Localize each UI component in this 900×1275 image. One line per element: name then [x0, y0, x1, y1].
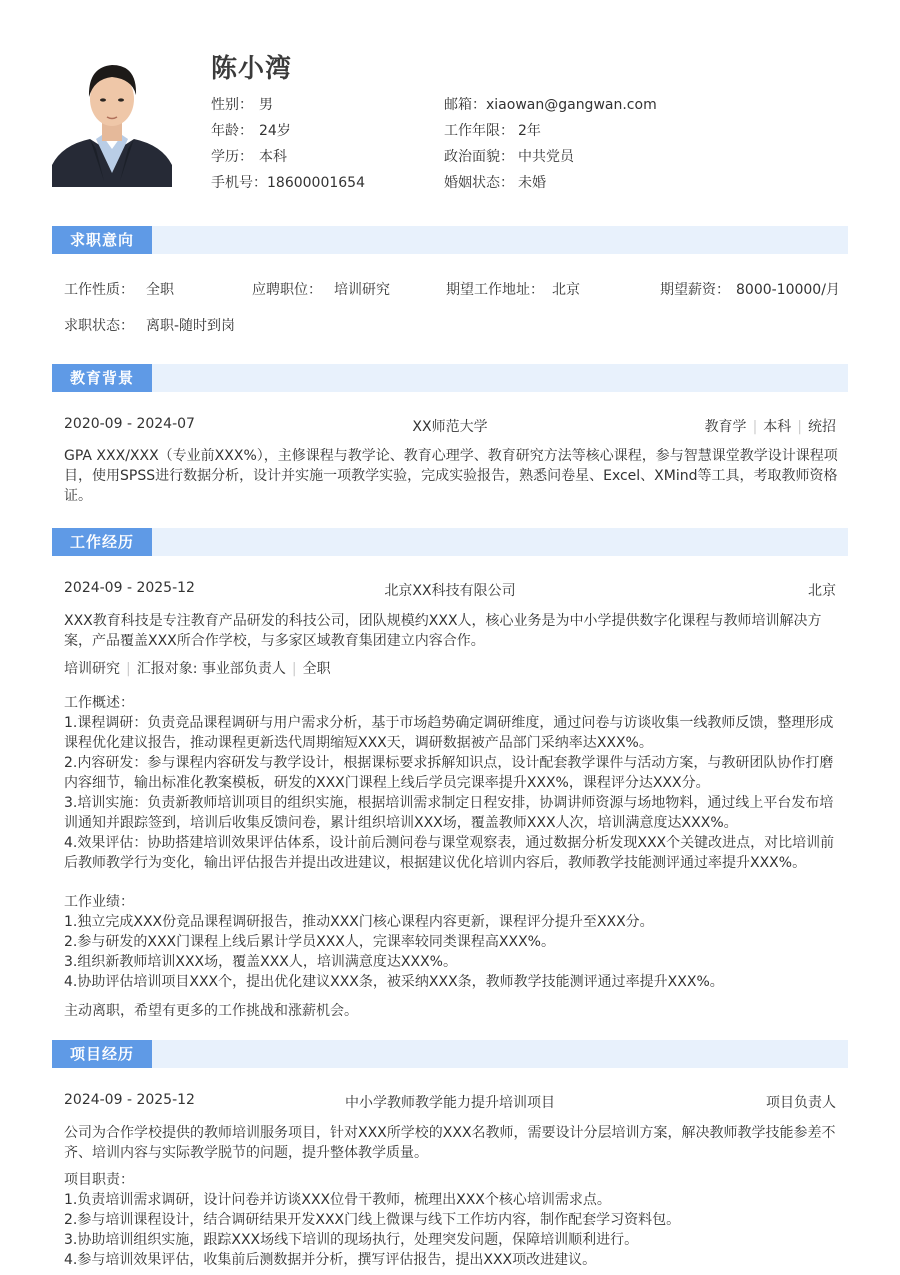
age-value: 24岁	[259, 123, 291, 139]
work-city: 北京	[808, 583, 836, 599]
intent-salary-value: 8000-10000/月	[736, 282, 840, 298]
candidate-name: 陈小湾	[211, 54, 293, 84]
project-duty-item: 2.参与培训课程设计，结合调研结果开发XXX门线上微课与线下工作坊内容，制作配套学习资料包。	[64, 1212, 681, 1228]
age-label: 年龄：	[211, 123, 253, 139]
work-overview-item: 2.内容研发：参与课程内容研发与教学设计，根据课标要求拆解知识点，设计配套教学课件与活动方案，与教研团队协作打磨内容细节，输出标准化教案模板，研发的XXX门课程上线后学员完课率提升XXX%，课程评分达XXX分。	[64, 755, 834, 791]
divider: |	[797, 419, 802, 435]
project-duties-title: 项目职责：	[64, 1172, 134, 1188]
section-work-header	[52, 528, 848, 556]
work-overview-item: 4.效果评估：协助搭建培训效果评估体系，设计前后测问卷与课堂观察表，通过数据分析发现XXX个关键改进点，对比培训前后教师教学行为变化，输出评估报告并提出改进建议，根据建议优化培训内容后，教师教学技能测评通过率提升XXX%。	[64, 835, 835, 871]
work-report: 汇报对象: 事业部负责人	[136, 661, 286, 677]
education-label: 学历：	[211, 149, 253, 165]
marital-row	[444, 172, 546, 192]
intent-salary-label: 期望薪资：	[660, 282, 730, 298]
intent-status-value: 离职-随时到岗	[146, 318, 236, 334]
age-row	[211, 120, 291, 140]
phone-row	[211, 172, 365, 192]
divider: |	[752, 419, 758, 435]
email-value: xiaowan@gangwan.com	[486, 97, 657, 113]
work-results-title: 工作业绩：	[64, 894, 134, 910]
project-name: 中小学教师教学能力提升培训项目	[345, 1095, 555, 1111]
education-row	[211, 146, 287, 166]
gender-row	[211, 94, 273, 114]
marital-value: 未婚	[518, 175, 546, 191]
work-overview-item: 1.课程调研：负责竞品课程调研与用户需求分析，基于市场趋势确定调研维度，通过问卷与访谈收集一线教师反馈，整理形成课程优化建议报告，推动课程更新迭代周期缩短XXX天，调研数据被产品部门采纳率达XXX%。	[64, 715, 834, 751]
work-leave-reason: 主动离职，希望有更多的工作挑战和涨薪机会。	[64, 1003, 358, 1019]
intent-location	[446, 279, 580, 299]
work-tags	[64, 658, 331, 678]
education-type: 统招	[808, 419, 836, 435]
intent-salary	[660, 279, 840, 299]
project-role: 项目负责人	[766, 1095, 836, 1111]
marital-label: 婚姻状态：	[444, 175, 514, 191]
intent-nature	[64, 279, 174, 299]
work-results	[64, 892, 840, 992]
work-period: 2024-09 - 2025-12	[64, 580, 195, 596]
email-row	[444, 94, 657, 114]
work-overview-item: 3.培训实施：负责新教师培训项目的组织实施，根据培训需求制定日程安排，协调讲师资源与场地物料，通过线上平台发布培训通知并跟踪签到，培训后收集反馈问卷，累计组织培训XXX场，覆盖教师XXX人次，培训满意度达XXX%。	[64, 795, 834, 831]
years-label: 工作年限：	[444, 123, 514, 139]
intent-nature-label: 工作性质：	[64, 282, 134, 298]
work-overview	[64, 693, 840, 873]
work-company: 北京XX科技有限公司	[384, 583, 516, 599]
work-overview-title: 工作概述：	[64, 695, 134, 711]
work-results-item: 4.协助评估培训项目XXX个，提出优化建议XXX条，被采纳XXX条，教师教学技能测评通过率提升XXX%。	[64, 974, 724, 990]
politics-row	[444, 146, 574, 166]
project-period: 2024-09 - 2025-12	[64, 1092, 195, 1108]
project-duty-item: 4.参与培训效果评估，收集前后测数据并分析，撰写评估报告，提出XXX项改进建议。	[64, 1252, 597, 1268]
work-company-intro: XXX教育科技是专注教育产品研发的科技公司，团队规模约XXX人，核心业务是为中小学提供数字化课程与教师培训解决方案，产品覆盖XXX所合作学校，与多家区域教育集团建立内容合作。	[64, 613, 822, 649]
avatar	[52, 53, 172, 187]
phone-value: 18600001654	[267, 175, 365, 191]
intent-position-value: 培训研究	[334, 282, 390, 298]
phone-label: 手机号：	[211, 175, 267, 191]
work-results-item: 3.组织新教师培训XXX场，覆盖XXX人，培训满意度达XXX%。	[64, 954, 457, 970]
divider: |	[126, 661, 131, 677]
education-description: GPA XXX/XXX（专业前XXX%），主修课程与教学论、教育心理学、教育研究方法等核心课程，参与智慧课堂教学设计课程项目，使用SPSS进行数据分析，设计并实施一项教学实验，完成实验报告，熟悉问卷星、Excel、XMind等工具，考取教师资格证。	[64, 448, 838, 504]
intent-location-label: 期望工作地址：	[446, 282, 544, 298]
gender-value: 男	[259, 97, 273, 113]
intent-nature-value: 全职	[146, 282, 174, 298]
work-role: 培训研究	[64, 661, 120, 677]
profile-photo	[52, 53, 172, 187]
education-period: 2020-09 - 2024-07	[64, 416, 195, 432]
work-results-item: 1.独立完成XXX份竞品课程调研报告，推动XXX门核心课程内容更新，课程评分提升至XXX分。	[64, 914, 654, 930]
divider: |	[291, 661, 297, 677]
section-project-header	[52, 1040, 848, 1068]
project-duty-item: 3.协助培训组织实施，跟踪XXX场线下培训的现场执行，处理突发问题，保障培训顺利进行。	[64, 1232, 639, 1248]
intent-position	[252, 279, 390, 299]
project-intro: 公司为合作学校提供的教师培训服务项目，针对XXX所学校的XXX名教师，需要设计分层培训方案，解决教师教学技能参差不齐、培训内容与实际教学脱节的问题，提升整体教学质量。	[64, 1125, 836, 1161]
section-work-title: 工作经历	[52, 528, 152, 556]
work-results-item: 2.参与研发的XXX门课程上线后累计学员XXX人，完课率较同类课程高XXX%。	[64, 934, 555, 950]
section-intent-header	[52, 226, 848, 254]
politics-value: 中共党员	[518, 149, 574, 165]
intent-position-label: 应聘职位：	[252, 282, 322, 298]
gender-label: 性别：	[211, 97, 253, 113]
education-major: 教育学	[704, 419, 747, 435]
education-degree: 本科	[763, 419, 792, 435]
intent-location-value: 北京	[552, 282, 580, 298]
work-kind: 全职	[302, 661, 331, 677]
project-duty-item: 1.负责培训需求调研，设计问卷并访谈XXX位骨干教师，梳理出XXX个核心培训需求点。	[64, 1192, 611, 1208]
years-value: 2年	[518, 123, 541, 139]
politics-label: 政治面貌：	[444, 149, 514, 165]
email-label: 邮箱：	[444, 97, 486, 113]
section-education-title: 教育背景	[52, 364, 152, 392]
education-meta	[705, 416, 836, 436]
intent-status	[64, 315, 235, 335]
project-duties	[64, 1170, 840, 1270]
section-education-header	[52, 364, 848, 392]
education-school: XX师范大学	[412, 419, 488, 435]
education-value: 本科	[259, 149, 287, 165]
section-intent-title: 求职意向	[52, 226, 152, 254]
intent-status-label: 求职状态：	[64, 318, 134, 334]
years-row	[444, 120, 541, 140]
section-project-title: 项目经历	[52, 1040, 152, 1068]
